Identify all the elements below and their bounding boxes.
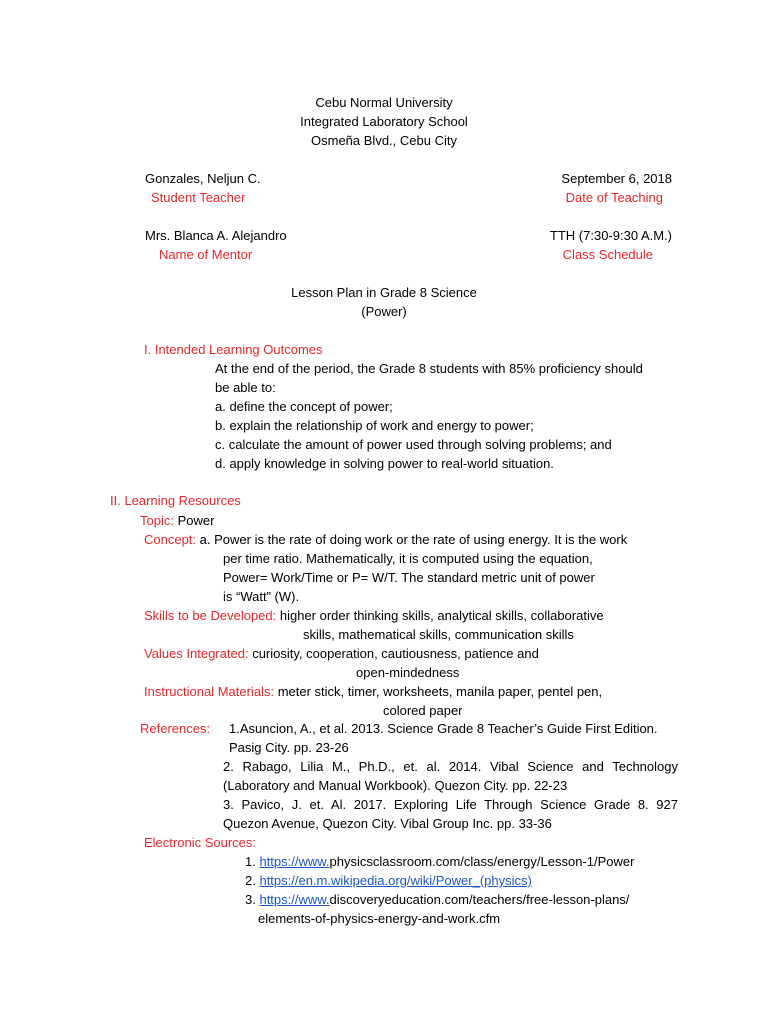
outcome-item: b. explain the relationship of work and energy to power;: [215, 418, 534, 433]
materials-line: meter stick, timer, worksheets, manila paper, pentel pen,: [277, 684, 603, 699]
topic-row: [140, 512, 214, 530]
school-name: Integrated Laboratory School: [300, 114, 468, 129]
electronic-source-item: [245, 872, 532, 890]
materials-line: colored paper: [383, 703, 463, 718]
electronic-source-item: [245, 891, 629, 909]
electronic-source-rest: discoveryeducation.com/teachers/free-lesson-plans/: [329, 892, 630, 907]
references-label: References:: [140, 721, 211, 736]
mentor-name: Mrs. Blanca A. Alejandro: [145, 228, 287, 243]
outcomes-intro: At the end of the period, the Grade 8 students with 85% proficiency should: [215, 361, 643, 376]
outcomes-intro-continued: be able to:: [215, 380, 276, 395]
reference-line: Quezon Avenue, Quezon City. Vibal Group Inc. pp. 33-36: [223, 816, 552, 831]
electronic-source-link[interactable]: https://en.m.wikipedia.org/wiki/Power_(physics): [259, 873, 532, 888]
electronic-source-continuation: elements-of-physics-energy-and-work.cfm: [258, 911, 501, 926]
values-line: open-mindedness: [356, 665, 460, 680]
concept-label: Concept:: [144, 532, 197, 547]
list-number: 3.: [245, 892, 256, 907]
class-schedule: TTH (7:30-9:30 A.M.): [549, 228, 672, 243]
reference-line: Pasig City. pp. 23-26: [229, 740, 349, 755]
outcome-item: a. define the concept of power;: [215, 399, 393, 414]
lesson-plan-title: Lesson Plan in Grade 8 Science: [291, 285, 477, 300]
topic-value: Power: [177, 513, 215, 528]
reference-line: 3. Pavico, J. et. Al. 2017. Exploring Life Through Science Grade 8. 927: [223, 797, 678, 812]
teaching-date-label: Date of Teaching: [565, 190, 663, 205]
concept-line: Power= Work/Time or P= W/T. The standard metric unit of power: [223, 570, 595, 585]
outcome-item: c. calculate the amount of power used through solving problems; and: [215, 437, 612, 452]
values-row: [144, 645, 539, 663]
concept-line: a. Power is the rate of doing work or the rate of using energy. It is the work: [199, 532, 628, 547]
list-number: 1.: [245, 854, 256, 869]
outcomes-heading: I. Intended Learning Outcomes: [144, 342, 323, 357]
skills-line: skills, mathematical skills, communication skills: [303, 627, 574, 642]
school-address: Osmeña Blvd., Cebu City: [311, 133, 457, 148]
class-schedule-label: Class Schedule: [562, 247, 653, 262]
values-line: curiosity, cooperation, cautiousness, patience and: [252, 646, 539, 661]
university-name: Cebu Normal University: [315, 95, 453, 110]
topic-label: Topic:: [140, 513, 174, 528]
reference-line: 2. Rabago, Lilia M., Ph.D., et. al. 2014. Vibal Science and Technology: [223, 759, 678, 774]
concept-line: is “Watt” (W).: [223, 589, 300, 604]
outcome-item: d. apply knowledge in solving power to real-world situation.: [215, 456, 554, 471]
electronic-source-rest: physicsclassroom.com/class/energy/Lesson-1/Power: [329, 854, 635, 869]
materials-row: [144, 683, 602, 701]
skills-line: higher order thinking skills, analytical skills, collaborative: [279, 608, 604, 623]
list-number: 2.: [245, 873, 256, 888]
resources-heading: II. Learning Resources: [110, 493, 241, 508]
concept-line: per time ratio. Mathematically, it is computed using the equation,: [223, 551, 593, 566]
student-label: Student Teacher: [151, 190, 246, 205]
concept-row: [144, 531, 627, 549]
reference-line: 1.Asuncion, A., et al. 2013. Science Grade 8 Teacher’s Guide First Edition.: [229, 721, 658, 736]
electronic-source-link[interactable]: https://www.: [259, 892, 330, 907]
mentor-label: Name of Mentor: [159, 247, 253, 262]
electronic-source-item: [245, 853, 634, 871]
skills-label: Skills to be Developed:: [144, 608, 277, 623]
student-name: Gonzales, Neljun C.: [145, 171, 261, 186]
electronic-source-link[interactable]: https://www.: [259, 854, 330, 869]
teaching-date: September 6, 2018: [561, 171, 672, 186]
values-label: Values Integrated:: [144, 646, 249, 661]
materials-label: Instructional Materials:: [144, 684, 275, 699]
reference-line: (Laboratory and Manual Workbook). Quezon City. pp. 22-23: [223, 778, 568, 793]
skills-row: [144, 607, 604, 625]
lesson-plan-subtitle: (Power): [361, 304, 407, 319]
electronic-sources-label: Electronic Sources:: [144, 835, 256, 850]
